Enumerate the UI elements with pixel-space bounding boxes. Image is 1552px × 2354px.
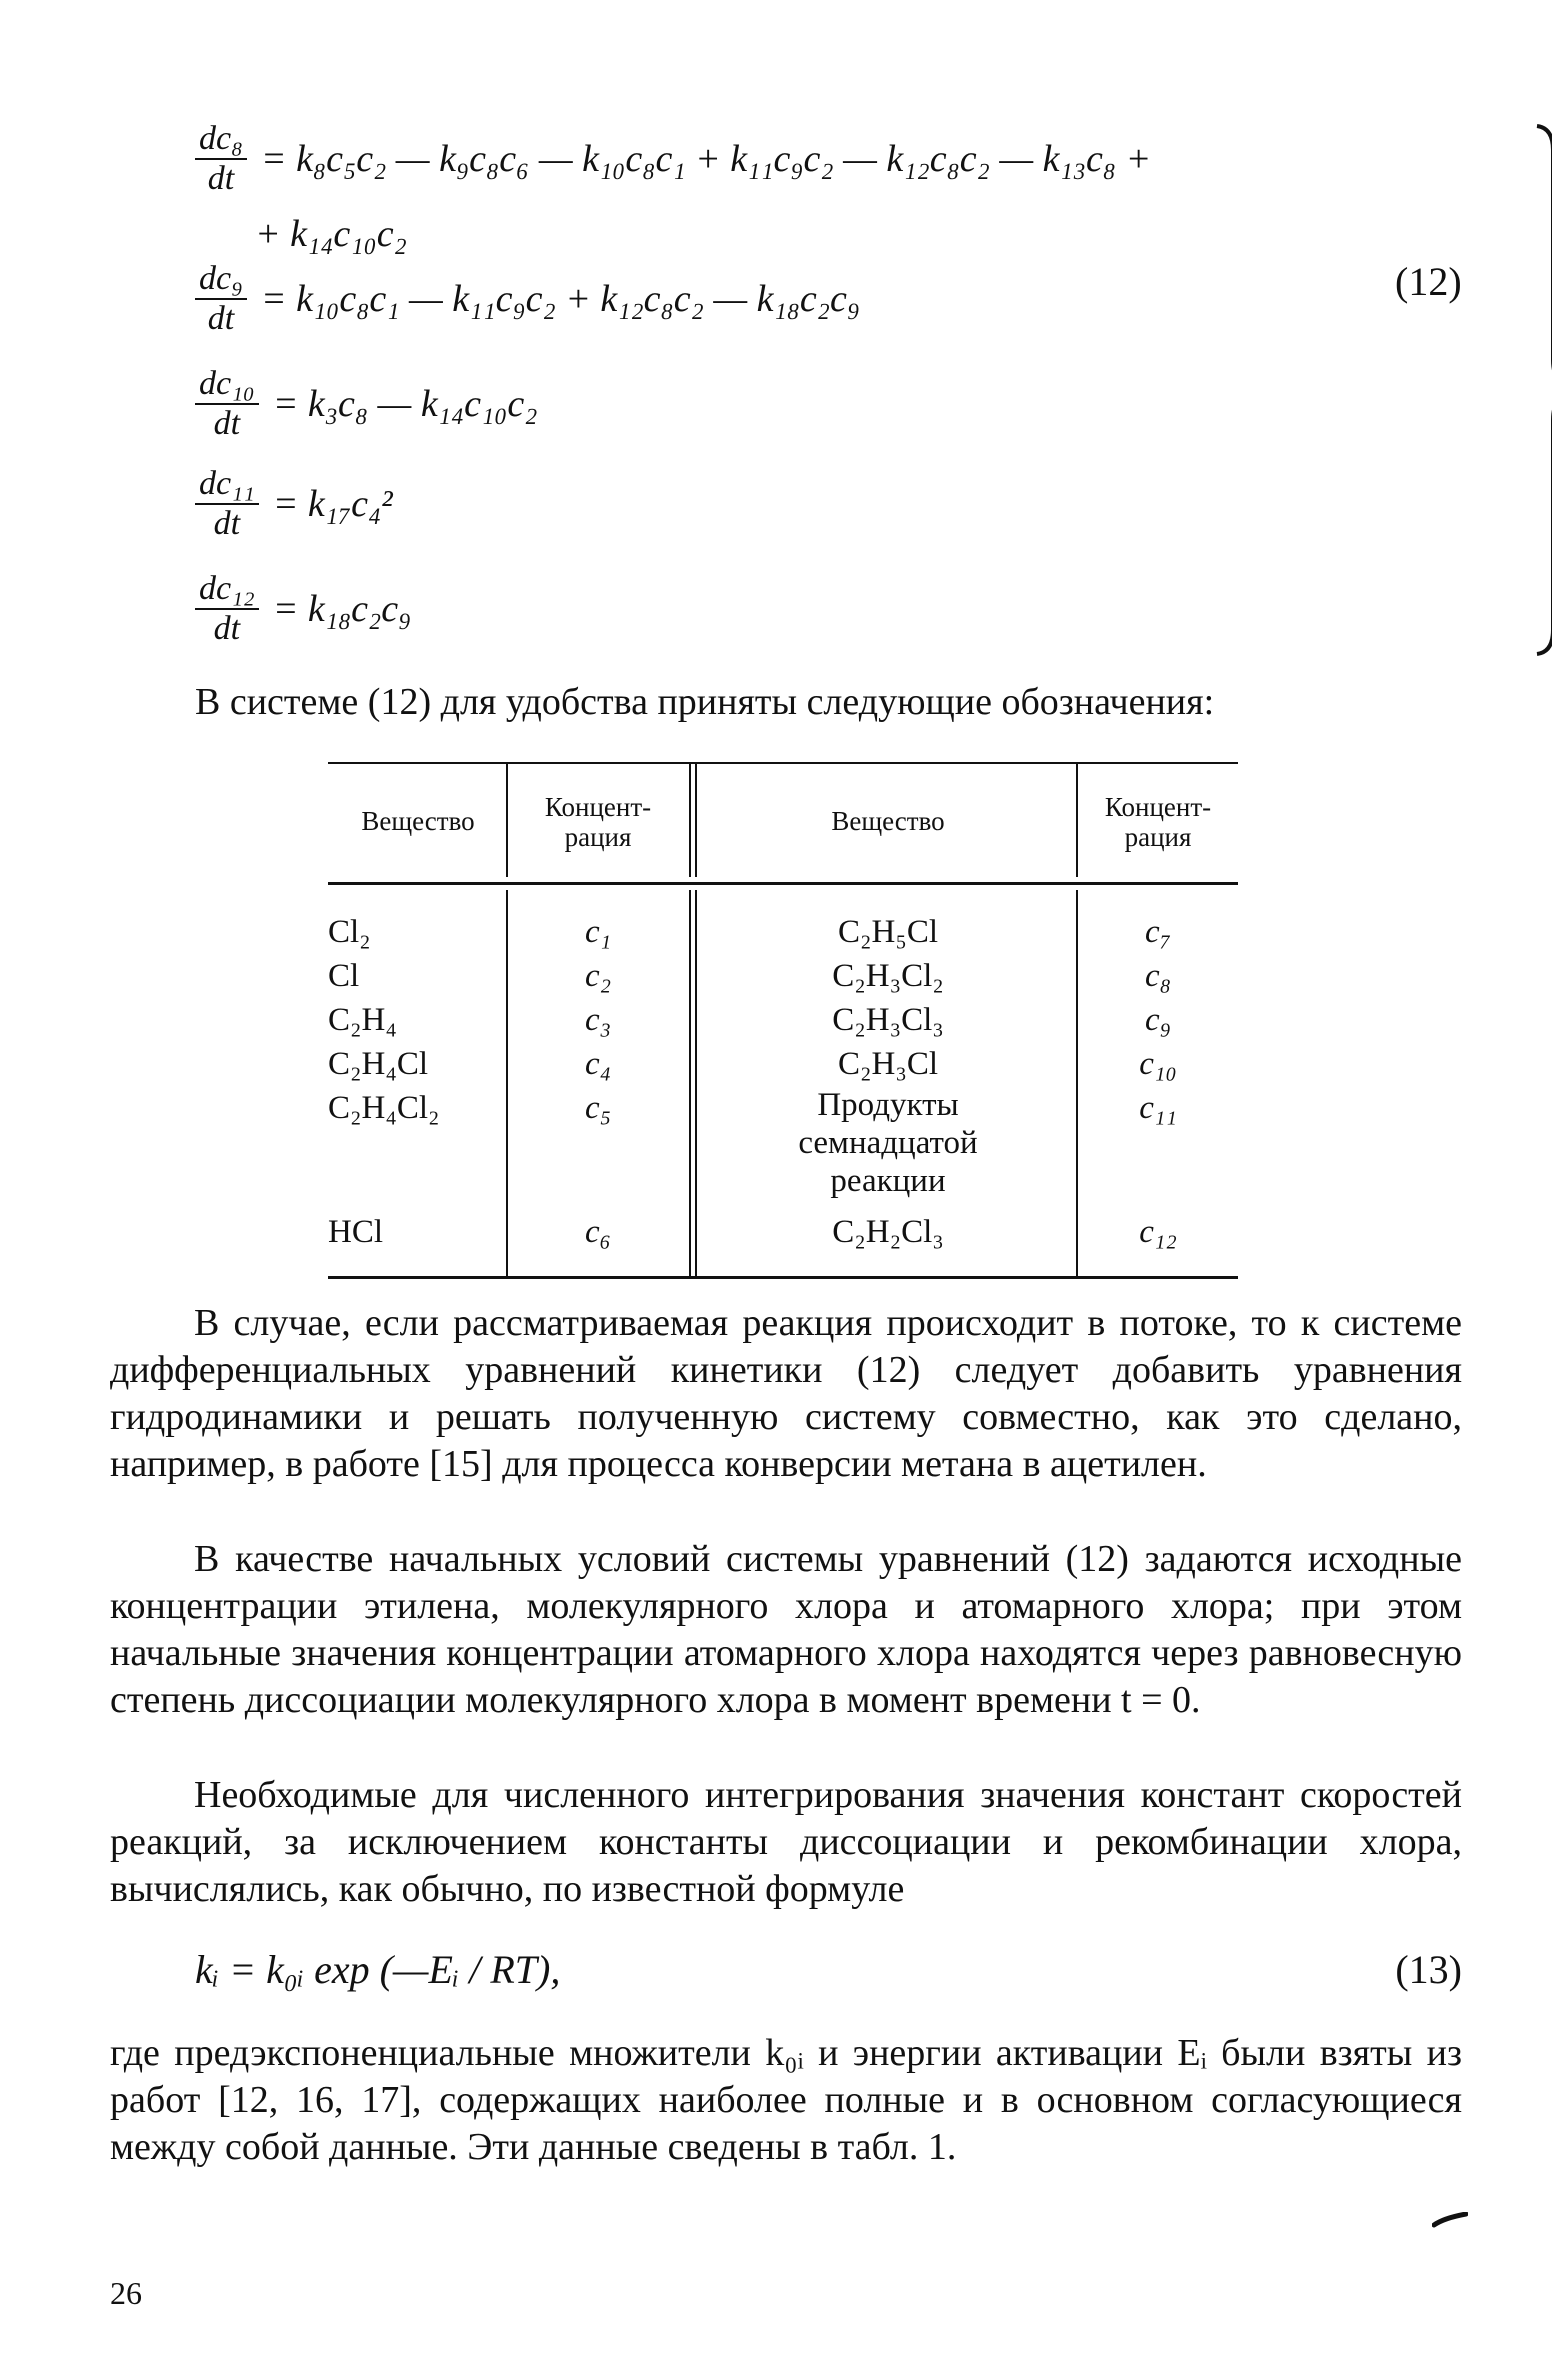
ink-mark-icon xyxy=(1432,2212,1468,2228)
equation-dc9 xyxy=(195,260,860,338)
table-cell-concentration: c₁₀ xyxy=(1139,1046,1177,1082)
table-cell-concentration: c₆ xyxy=(584,1214,612,1250)
table-cell-concentration: c₅ xyxy=(584,1090,612,1126)
table-cell-concentration: c₄ xyxy=(584,1046,612,1082)
page-number: 26 xyxy=(110,2275,142,2311)
paragraph: В случае, если рассматриваемая реакция происходит в потоке, то к системе дифференциальных уравнений кинетики (12) следует добавить уравнения гидродинамики и решать полученную систему совместно, как это сделано, например, в работе [15] для процесса конверсии метана в ацетилен. xyxy=(110,1302,1462,1485)
table-divider xyxy=(695,890,697,1278)
table-cell-concentration: c₁₁ xyxy=(1139,1090,1177,1126)
table-divider xyxy=(689,762,691,877)
derivative-fraction: $\frac{\text{dc₁₂}}{dt}$ xyxy=(195,570,259,648)
equation-dc8 xyxy=(195,120,1151,198)
table-cell-concentration: c₇ xyxy=(1144,914,1172,950)
table-cell-substance: Cl₂ xyxy=(328,914,371,950)
table-cell-substance: C₂H₄Cl₂ xyxy=(328,1090,440,1126)
table-cell-substance: C₂H₃Cl₃ xyxy=(832,1002,944,1038)
notation-intro: В системе (12) для удобства приняты следующие обозначения: xyxy=(195,681,1215,723)
table-cell-substance: Cl xyxy=(328,958,360,994)
table-cell-concentration: c₁ xyxy=(584,914,612,950)
table-cell-concentration: c₁₂ xyxy=(1139,1214,1177,1250)
table-cell-concentration: c₉ xyxy=(1144,1002,1172,1038)
paragraph: где предэкспоненциальные множители k₀ᵢ и энергии активации Eᵢ были взяты из работ [12, 16, 17], содержащих наиболее полные и в основном согласующиеся между собой данные. Эти данные сведены в табл. 1. xyxy=(110,2032,1462,2168)
table-cell-substance: C₂H₄Cl xyxy=(328,1046,429,1082)
table-header: Вещество xyxy=(361,806,475,836)
table-top-rule xyxy=(328,762,1238,764)
table-header: Концент- рация xyxy=(1104,792,1212,852)
equation-system xyxy=(195,120,1385,660)
table-header: Концент- рация xyxy=(544,792,652,852)
table-cell-substance: HCl xyxy=(328,1214,384,1250)
table-cell-substance: C₂H₃Cl xyxy=(837,1046,939,1082)
formula-expression: kᵢ = k₀ᵢ exp (—Eᵢ / RT), xyxy=(195,1947,561,1992)
table-header: Вещество xyxy=(831,806,945,836)
table-cell-substance: C₂H₃Cl₂ xyxy=(832,958,944,994)
equation-rhs: = k₁₇c₄² xyxy=(272,483,393,525)
derivative-fraction: $\frac{\text{dc₉}}{dt}$ xyxy=(195,260,247,338)
derivative-fraction: $\frac{\text{dc₁₀}}{dt}$ xyxy=(195,365,259,443)
formula-number: (13) xyxy=(1395,1947,1462,1992)
table-cell-substance: C₂H₂Cl₃ xyxy=(832,1214,944,1250)
table-cell-substance: C₂H₅Cl xyxy=(837,914,939,950)
equation-rhs: = k₈c₅c₂ — k₉c₈c₆ — k₁₀c₈c₁ + k₁₁c₉c₂ — k₁₂c₈c₂ — k₁₃c₈ + xyxy=(260,138,1152,180)
formula-13 xyxy=(195,1946,1462,1993)
equation-dc11 xyxy=(195,465,393,543)
table-divider xyxy=(1076,762,1078,877)
table-divider xyxy=(689,890,691,1278)
table-bottom-rule xyxy=(328,1276,1238,1279)
notation-table xyxy=(328,762,1238,1282)
table-cell-substance: Продукты семнадцатой реакции xyxy=(798,1087,978,1199)
table-cell-concentration: c₂ xyxy=(584,958,612,994)
equation-rhs: = k₁₀c₈c₁ — k₁₁c₉c₂ + k₁₂c₈c₂ — k₁₈c₂c₉ xyxy=(260,278,861,320)
equation-dc12 xyxy=(195,570,411,648)
equation-dc10 xyxy=(195,365,537,443)
table-cell-concentration: c₃ xyxy=(584,1002,612,1038)
paragraph: Необходимые для численного интегрирования значения констант скоростей реакций, за исключением константы диссоциации и рекомбинации хлора, вычислялись, как обычно, по известной формуле xyxy=(110,1774,1462,1910)
equation-rhs: = k₁₈c₂c₉ xyxy=(272,588,412,630)
table-header-rule xyxy=(328,882,1238,885)
equation-continuation: + k₁₄c₁₀c₂ xyxy=(255,213,407,255)
table-divider xyxy=(695,762,697,877)
table-divider xyxy=(506,762,508,877)
right-brace-icon xyxy=(1535,120,1552,660)
system-number: (12) xyxy=(1395,259,1462,304)
derivative-fraction: $\frac{\text{dc₈}}{dt}$ xyxy=(195,120,247,198)
equation-rhs: = k₃c₈ — k₁₄c₁₀c₂ xyxy=(272,383,538,425)
table-cell-concentration: c₈ xyxy=(1144,958,1172,994)
table-cell-substance: C₂H₄ xyxy=(328,1002,397,1038)
derivative-fraction: $\frac{\text{dc₁₁}}{dt}$ xyxy=(195,465,259,543)
paragraph: В качестве начальных условий системы уравнений (12) задаются исходные концентрации этилена, молекулярного хлора и атомарного хлора; при этом начальные значения концентрации атомарного хлора находятся через равновесную степень диссоциации молекулярного хлора в момент времени t = 0. xyxy=(110,1538,1462,1721)
